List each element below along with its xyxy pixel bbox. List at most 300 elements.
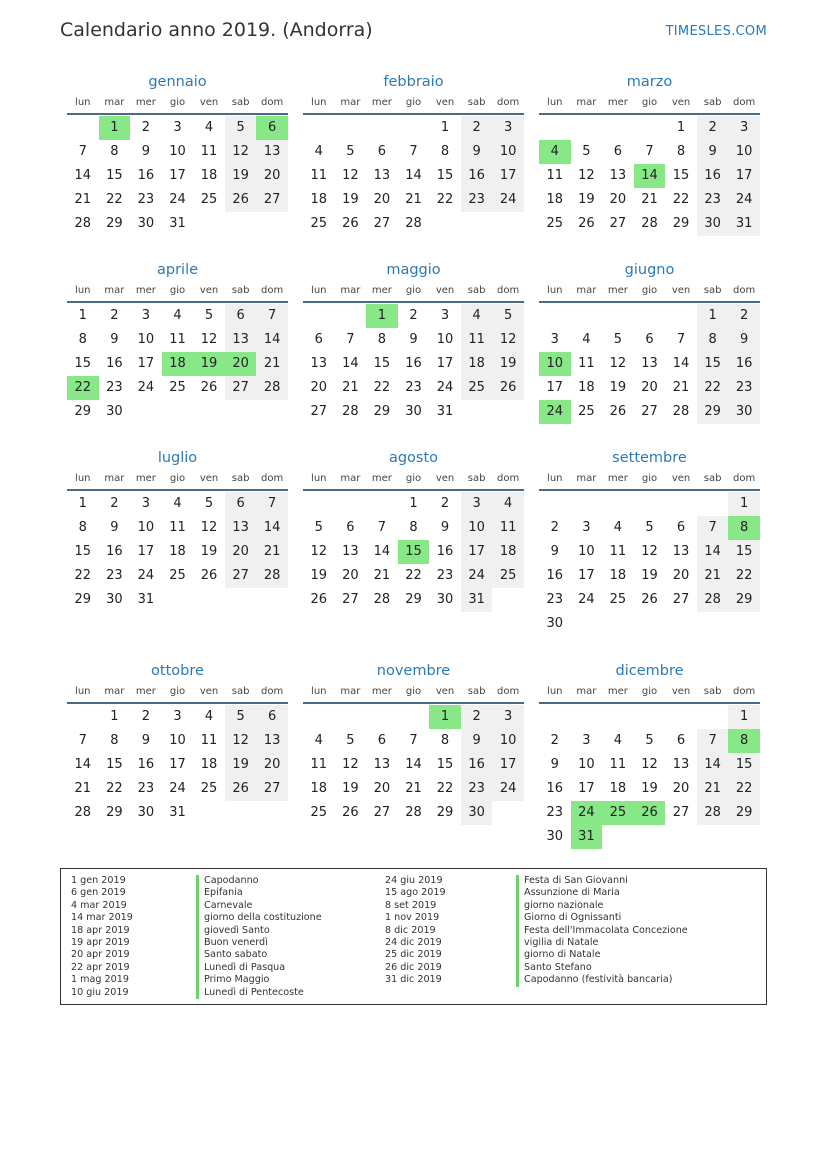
- day-cell[interactable]: 24: [436, 380, 454, 395]
- day-cell[interactable]: 19: [578, 192, 595, 207]
- day-cell[interactable]: 12: [200, 332, 218, 347]
- day-cell[interactable]: 14: [342, 356, 359, 371]
- day-cell[interactable]: 14: [74, 757, 92, 772]
- day-cell[interactable]: 21: [256, 540, 288, 564]
- day-cell[interactable]: 31: [137, 592, 155, 607]
- day-cell[interactable]: 18: [200, 168, 218, 183]
- day-cell[interactable]: 15: [672, 168, 690, 183]
- day-cell[interactable]: 2: [728, 304, 760, 328]
- day-cell[interactable]: 23: [106, 568, 123, 583]
- day-cell[interactable]: 6: [676, 733, 686, 748]
- day-cell[interactable]: 23: [461, 777, 493, 801]
- day-cell[interactable]: 21: [74, 192, 92, 207]
- day-cell[interactable]: 27: [256, 777, 288, 801]
- day-cell[interactable]: 10: [169, 144, 186, 159]
- day-cell[interactable]: 16: [728, 352, 760, 376]
- day-cell[interactable]: 3: [141, 308, 151, 323]
- day-cell[interactable]: 29: [106, 805, 123, 820]
- day-cell[interactable]: 2: [550, 733, 559, 748]
- day-cell[interactable]: 17: [546, 380, 564, 395]
- day-cell[interactable]: 28: [672, 404, 690, 419]
- day-cell[interactable]: 22: [697, 376, 729, 400]
- day-cell[interactable]: 20: [310, 380, 328, 395]
- day-cell[interactable]: 18: [546, 192, 564, 207]
- day-cell[interactable]: 11: [200, 733, 218, 748]
- holiday-day-cell[interactable]: 1: [366, 304, 398, 328]
- day-cell[interactable]: 30: [106, 592, 123, 607]
- day-cell[interactable]: 25: [200, 192, 218, 207]
- holiday-day-cell[interactable]: 26: [634, 801, 666, 825]
- day-cell[interactable]: 22: [672, 192, 690, 207]
- day-cell[interactable]: 27: [641, 404, 658, 419]
- day-cell[interactable]: 9: [461, 140, 493, 164]
- day-cell[interactable]: 30: [728, 400, 760, 424]
- day-cell[interactable]: 22: [405, 568, 422, 583]
- day-cell[interactable]: 11: [310, 168, 328, 183]
- day-cell[interactable]: 4: [204, 709, 214, 724]
- day-cell[interactable]: 4: [613, 520, 623, 535]
- day-cell[interactable]: 20: [373, 781, 391, 796]
- day-cell[interactable]: 5: [204, 496, 214, 511]
- holiday-day-cell[interactable]: 8: [728, 516, 760, 540]
- day-cell[interactable]: 3: [582, 733, 591, 748]
- holiday-day-cell[interactable]: 31: [571, 825, 603, 849]
- day-cell[interactable]: 10: [169, 733, 186, 748]
- day-cell[interactable]: 16: [137, 757, 155, 772]
- holiday-day-cell[interactable]: 15: [398, 540, 430, 564]
- day-cell[interactable]: 2: [461, 705, 493, 729]
- day-cell[interactable]: 11: [609, 757, 627, 772]
- day-cell[interactable]: 17: [461, 540, 493, 564]
- day-cell[interactable]: 13: [256, 140, 288, 164]
- day-cell[interactable]: 6: [377, 733, 387, 748]
- day-cell[interactable]: 20: [641, 380, 658, 395]
- day-cell[interactable]: 26: [225, 188, 257, 212]
- day-cell[interactable]: 26: [200, 380, 218, 395]
- day-cell[interactable]: 7: [346, 332, 355, 347]
- day-cell[interactable]: 2: [110, 496, 119, 511]
- day-cell[interactable]: 4: [582, 332, 591, 347]
- day-cell[interactable]: 24: [492, 777, 524, 801]
- day-cell[interactable]: 21: [342, 380, 359, 395]
- day-cell[interactable]: 20: [609, 192, 627, 207]
- day-cell[interactable]: 16: [106, 544, 123, 559]
- day-cell[interactable]: 28: [373, 592, 391, 607]
- day-cell[interactable]: 23: [137, 781, 155, 796]
- day-cell[interactable]: 14: [74, 168, 92, 183]
- day-cell[interactable]: 3: [141, 496, 151, 511]
- day-cell[interactable]: 28: [641, 216, 658, 231]
- day-cell[interactable]: 23: [461, 188, 493, 212]
- day-cell[interactable]: 16: [697, 164, 729, 188]
- day-cell[interactable]: 26: [578, 216, 595, 231]
- day-cell[interactable]: 17: [436, 356, 454, 371]
- day-cell[interactable]: 6: [676, 520, 686, 535]
- day-cell[interactable]: 5: [613, 332, 623, 347]
- day-cell[interactable]: 21: [405, 781, 422, 796]
- day-cell[interactable]: 23: [436, 568, 454, 583]
- day-cell[interactable]: 1: [78, 308, 87, 323]
- day-cell[interactable]: 13: [641, 356, 658, 371]
- day-cell[interactable]: 14: [697, 540, 729, 564]
- day-cell[interactable]: 12: [492, 328, 524, 352]
- day-cell[interactable]: 30: [546, 829, 564, 844]
- day-cell[interactable]: 20: [256, 753, 288, 777]
- day-cell[interactable]: 4: [173, 496, 182, 511]
- day-cell[interactable]: 12: [641, 757, 658, 772]
- day-cell[interactable]: 20: [672, 568, 690, 583]
- day-cell[interactable]: 1: [110, 709, 119, 724]
- day-cell[interactable]: 7: [409, 144, 418, 159]
- day-cell[interactable]: 28: [697, 801, 729, 825]
- day-cell[interactable]: 17: [578, 568, 595, 583]
- day-cell[interactable]: 10: [461, 516, 493, 540]
- day-cell[interactable]: 17: [492, 753, 524, 777]
- day-cell[interactable]: 21: [74, 781, 92, 796]
- day-cell[interactable]: 24: [169, 192, 186, 207]
- day-cell[interactable]: 8: [697, 328, 729, 352]
- day-cell[interactable]: 14: [256, 328, 288, 352]
- day-cell[interactable]: 26: [342, 216, 359, 231]
- day-cell[interactable]: 18: [169, 544, 186, 559]
- day-cell[interactable]: 11: [461, 328, 493, 352]
- day-cell[interactable]: 5: [492, 304, 524, 328]
- day-cell[interactable]: 19: [225, 753, 257, 777]
- day-cell[interactable]: 27: [609, 216, 627, 231]
- day-cell[interactable]: 23: [405, 380, 422, 395]
- day-cell[interactable]: 20: [373, 192, 391, 207]
- day-cell[interactable]: 31: [169, 805, 186, 820]
- day-cell[interactable]: 7: [676, 332, 686, 347]
- day-cell[interactable]: 6: [377, 144, 387, 159]
- day-cell[interactable]: 10: [492, 729, 524, 753]
- day-cell[interactable]: 7: [78, 733, 87, 748]
- day-cell[interactable]: 13: [672, 757, 690, 772]
- day-cell[interactable]: 7: [256, 492, 288, 516]
- day-cell[interactable]: 13: [373, 757, 391, 772]
- day-cell[interactable]: 8: [676, 144, 686, 159]
- day-cell[interactable]: 12: [609, 356, 627, 371]
- day-cell[interactable]: 13: [672, 544, 690, 559]
- day-cell[interactable]: 7: [697, 729, 729, 753]
- day-cell[interactable]: 9: [141, 144, 151, 159]
- day-cell[interactable]: 4: [173, 308, 182, 323]
- day-cell[interactable]: 18: [492, 540, 524, 564]
- day-cell[interactable]: 23: [546, 805, 564, 820]
- holiday-day-cell[interactable]: 6: [256, 116, 288, 140]
- day-cell[interactable]: 24: [578, 592, 595, 607]
- day-cell[interactable]: 20: [342, 568, 359, 583]
- day-cell[interactable]: 3: [728, 116, 760, 140]
- day-cell[interactable]: 25: [169, 568, 186, 583]
- day-cell[interactable]: 17: [728, 164, 760, 188]
- day-cell[interactable]: 7: [377, 520, 387, 535]
- day-cell[interactable]: 22: [106, 781, 123, 796]
- day-cell[interactable]: 17: [492, 164, 524, 188]
- day-cell[interactable]: 28: [256, 564, 288, 588]
- day-cell[interactable]: 7: [78, 144, 87, 159]
- holiday-day-cell[interactable]: 24: [571, 801, 603, 825]
- day-cell[interactable]: 25: [461, 376, 493, 400]
- day-cell[interactable]: 29: [672, 216, 690, 231]
- day-cell[interactable]: 30: [461, 801, 493, 825]
- day-cell[interactable]: 22: [74, 568, 92, 583]
- day-cell[interactable]: 9: [550, 757, 559, 772]
- day-cell[interactable]: 17: [578, 781, 595, 796]
- day-cell[interactable]: 16: [546, 568, 564, 583]
- day-cell[interactable]: 9: [409, 332, 418, 347]
- day-cell[interactable]: 10: [137, 520, 155, 535]
- holiday-day-cell[interactable]: 25: [602, 801, 634, 825]
- holiday-day-cell[interactable]: 19: [193, 352, 225, 376]
- day-cell[interactable]: 31: [461, 588, 493, 612]
- holiday-day-cell[interactable]: 10: [539, 352, 571, 376]
- day-cell[interactable]: 29: [106, 216, 123, 231]
- day-cell[interactable]: 25: [310, 216, 328, 231]
- day-cell[interactable]: 28: [74, 216, 92, 231]
- day-cell[interactable]: 28: [74, 805, 92, 820]
- day-cell[interactable]: 7: [697, 516, 729, 540]
- day-cell[interactable]: 18: [578, 380, 595, 395]
- day-cell[interactable]: 8: [78, 332, 87, 347]
- day-cell[interactable]: 15: [74, 356, 92, 371]
- day-cell[interactable]: 26: [492, 376, 524, 400]
- day-cell[interactable]: 23: [546, 592, 564, 607]
- day-cell[interactable]: 28: [342, 404, 359, 419]
- day-cell[interactable]: 1: [697, 304, 729, 328]
- day-cell[interactable]: 20: [225, 540, 257, 564]
- day-cell[interactable]: 21: [256, 352, 288, 376]
- day-cell[interactable]: 15: [728, 753, 760, 777]
- day-cell[interactable]: 9: [141, 733, 151, 748]
- holiday-day-cell[interactable]: 4: [539, 140, 571, 164]
- day-cell[interactable]: 8: [409, 520, 418, 535]
- day-cell[interactable]: 14: [405, 168, 422, 183]
- day-cell[interactable]: 7: [409, 733, 418, 748]
- day-cell[interactable]: 6: [613, 144, 623, 159]
- day-cell[interactable]: 23: [697, 188, 729, 212]
- day-cell[interactable]: 27: [373, 805, 391, 820]
- day-cell[interactable]: 30: [405, 404, 422, 419]
- day-cell[interactable]: 26: [342, 805, 359, 820]
- day-cell[interactable]: 12: [641, 544, 658, 559]
- day-cell[interactable]: 27: [256, 188, 288, 212]
- day-cell[interactable]: 5: [346, 144, 355, 159]
- day-cell[interactable]: 3: [461, 492, 493, 516]
- day-cell[interactable]: 21: [405, 192, 422, 207]
- day-cell[interactable]: 17: [137, 544, 155, 559]
- day-cell[interactable]: 27: [342, 592, 359, 607]
- day-cell[interactable]: 24: [137, 568, 155, 583]
- day-cell[interactable]: 25: [546, 216, 564, 231]
- day-cell[interactable]: 10: [578, 757, 595, 772]
- day-cell[interactable]: 23: [137, 192, 155, 207]
- day-cell[interactable]: 28: [405, 216, 422, 231]
- day-cell[interactable]: 9: [550, 544, 559, 559]
- day-cell[interactable]: 18: [200, 757, 218, 772]
- day-cell[interactable]: 19: [200, 544, 218, 559]
- day-cell[interactable]: 22: [436, 781, 454, 796]
- day-cell[interactable]: 5: [225, 116, 257, 140]
- holiday-day-cell[interactable]: 18: [162, 352, 194, 376]
- day-cell[interactable]: 25: [200, 781, 218, 796]
- day-cell[interactable]: 25: [578, 404, 595, 419]
- day-cell[interactable]: 2: [141, 709, 151, 724]
- day-cell[interactable]: 11: [578, 356, 595, 371]
- day-cell[interactable]: 21: [373, 568, 391, 583]
- day-cell[interactable]: 9: [461, 729, 493, 753]
- day-cell[interactable]: 3: [173, 709, 182, 724]
- day-cell[interactable]: 5: [645, 520, 654, 535]
- day-cell[interactable]: 31: [436, 404, 454, 419]
- day-cell[interactable]: 5: [225, 705, 257, 729]
- day-cell[interactable]: 9: [697, 140, 729, 164]
- day-cell[interactable]: 18: [609, 568, 627, 583]
- day-cell[interactable]: 30: [137, 805, 155, 820]
- day-cell[interactable]: 4: [492, 492, 524, 516]
- day-cell[interactable]: 16: [436, 544, 454, 559]
- day-cell[interactable]: 6: [256, 705, 288, 729]
- day-cell[interactable]: 13: [310, 356, 328, 371]
- day-cell[interactable]: 18: [461, 352, 493, 376]
- day-cell[interactable]: 29: [728, 801, 760, 825]
- day-cell[interactable]: 4: [314, 144, 323, 159]
- day-cell[interactable]: 27: [225, 564, 257, 588]
- day-cell[interactable]: 2: [440, 496, 450, 511]
- day-cell[interactable]: 15: [436, 168, 454, 183]
- day-cell[interactable]: 27: [225, 376, 257, 400]
- day-cell[interactable]: 2: [409, 308, 418, 323]
- day-cell[interactable]: 27: [373, 216, 391, 231]
- day-cell[interactable]: 10: [436, 332, 454, 347]
- day-cell[interactable]: 15: [436, 757, 454, 772]
- day-cell[interactable]: 8: [440, 733, 450, 748]
- day-cell[interactable]: 15: [106, 168, 123, 183]
- day-cell[interactable]: 11: [169, 520, 186, 535]
- day-cell[interactable]: 19: [641, 781, 658, 796]
- day-cell[interactable]: 27: [672, 592, 690, 607]
- day-cell[interactable]: 10: [492, 140, 524, 164]
- holiday-day-cell[interactable]: 14: [634, 164, 666, 188]
- day-cell[interactable]: 29: [697, 400, 729, 424]
- day-cell[interactable]: 3: [173, 120, 182, 135]
- day-cell[interactable]: 4: [461, 304, 493, 328]
- day-cell[interactable]: 18: [609, 781, 627, 796]
- day-cell[interactable]: 13: [256, 729, 288, 753]
- day-cell[interactable]: 12: [342, 168, 359, 183]
- day-cell[interactable]: 22: [106, 192, 123, 207]
- day-cell[interactable]: 1: [409, 496, 418, 511]
- day-cell[interactable]: 17: [137, 356, 155, 371]
- day-cell[interactable]: 2: [697, 116, 729, 140]
- day-cell[interactable]: 29: [74, 592, 92, 607]
- day-cell[interactable]: 1: [728, 492, 760, 516]
- day-cell[interactable]: 6: [314, 332, 323, 347]
- day-cell[interactable]: 2: [141, 120, 151, 135]
- day-cell[interactable]: 22: [373, 380, 391, 395]
- day-cell[interactable]: 31: [169, 216, 186, 231]
- day-cell[interactable]: 22: [728, 564, 760, 588]
- holiday-day-cell[interactable]: 1: [99, 116, 131, 140]
- holiday-day-cell[interactable]: 1: [429, 705, 461, 729]
- day-cell[interactable]: 2: [461, 116, 493, 140]
- day-cell[interactable]: 13: [609, 168, 627, 183]
- day-cell[interactable]: 15: [74, 544, 92, 559]
- day-cell[interactable]: 3: [440, 308, 450, 323]
- day-cell[interactable]: 5: [314, 520, 323, 535]
- day-cell[interactable]: 5: [346, 733, 355, 748]
- day-cell[interactable]: 31: [728, 212, 760, 236]
- day-cell[interactable]: 12: [225, 140, 257, 164]
- day-cell[interactable]: 28: [405, 805, 422, 820]
- day-cell[interactable]: 11: [546, 168, 564, 183]
- day-cell[interactable]: 25: [492, 564, 524, 588]
- day-cell[interactable]: 11: [169, 332, 186, 347]
- day-cell[interactable]: 30: [106, 404, 123, 419]
- day-cell[interactable]: 26: [225, 777, 257, 801]
- day-cell[interactable]: 5: [204, 308, 214, 323]
- day-cell[interactable]: 18: [310, 192, 328, 207]
- day-cell[interactable]: 29: [74, 404, 92, 419]
- day-cell[interactable]: 11: [200, 144, 218, 159]
- day-cell[interactable]: 5: [582, 144, 591, 159]
- day-cell[interactable]: 10: [578, 544, 595, 559]
- day-cell[interactable]: 12: [310, 544, 328, 559]
- day-cell[interactable]: 1: [728, 705, 760, 729]
- day-cell[interactable]: 14: [405, 757, 422, 772]
- day-cell[interactable]: 16: [106, 356, 123, 371]
- day-cell[interactable]: 16: [137, 168, 155, 183]
- holiday-day-cell[interactable]: 22: [67, 376, 99, 400]
- day-cell[interactable]: 3: [550, 332, 559, 347]
- day-cell[interactable]: 24: [137, 380, 155, 395]
- day-cell[interactable]: 8: [377, 332, 387, 347]
- day-cell[interactable]: 17: [169, 757, 186, 772]
- day-cell[interactable]: 30: [546, 616, 564, 631]
- day-cell[interactable]: 21: [697, 564, 729, 588]
- day-cell[interactable]: 10: [728, 140, 760, 164]
- day-cell[interactable]: 17: [169, 168, 186, 183]
- day-cell[interactable]: 19: [310, 568, 328, 583]
- day-cell[interactable]: 26: [641, 592, 658, 607]
- day-cell[interactable]: 14: [697, 753, 729, 777]
- day-cell[interactable]: 2: [550, 520, 559, 535]
- day-cell[interactable]: 7: [256, 304, 288, 328]
- day-cell[interactable]: 8: [110, 733, 119, 748]
- day-cell[interactable]: 19: [342, 781, 359, 796]
- day-cell[interactable]: 29: [373, 404, 391, 419]
- day-cell[interactable]: 12: [225, 729, 257, 753]
- day-cell[interactable]: 9: [110, 520, 119, 535]
- day-cell[interactable]: 1: [78, 496, 87, 511]
- day-cell[interactable]: 8: [110, 144, 119, 159]
- day-cell[interactable]: 15: [106, 757, 123, 772]
- day-cell[interactable]: 16: [405, 356, 422, 371]
- day-cell[interactable]: 29: [405, 592, 422, 607]
- day-cell[interactable]: 11: [609, 544, 627, 559]
- day-cell[interactable]: 4: [314, 733, 323, 748]
- day-cell[interactable]: 12: [578, 168, 595, 183]
- day-cell[interactable]: 22: [436, 192, 454, 207]
- day-cell[interactable]: 16: [546, 781, 564, 796]
- day-cell[interactable]: 15: [373, 356, 391, 371]
- day-cell[interactable]: 12: [200, 520, 218, 535]
- holiday-day-cell[interactable]: 24: [539, 400, 571, 424]
- day-cell[interactable]: 6: [225, 304, 257, 328]
- day-cell[interactable]: 23: [728, 376, 760, 400]
- day-cell[interactable]: 9: [728, 328, 760, 352]
- day-cell[interactable]: 14: [256, 516, 288, 540]
